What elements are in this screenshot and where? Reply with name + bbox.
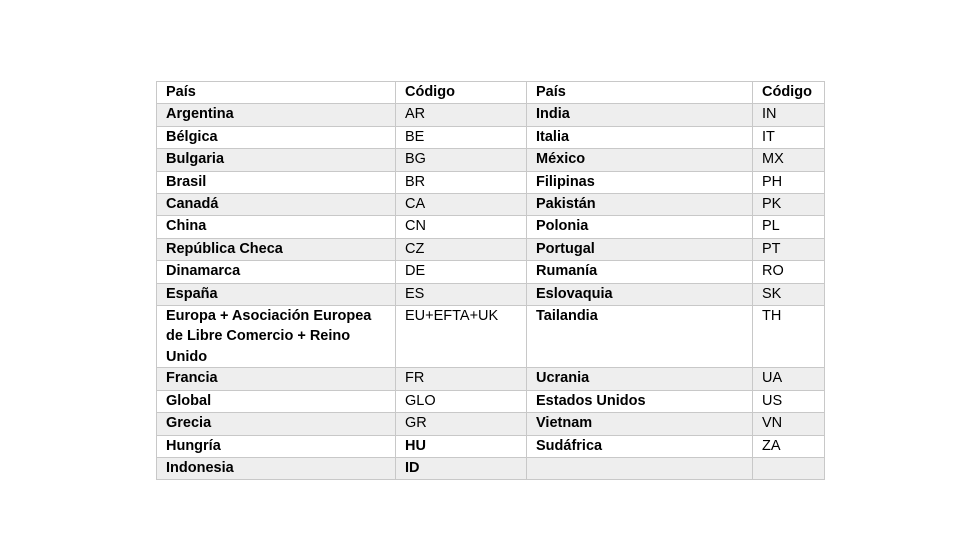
- country-code: PK: [753, 193, 825, 215]
- country-name: Argentina: [157, 104, 396, 126]
- country-name: Canadá: [157, 193, 396, 215]
- table-row: [157, 261, 825, 283]
- country-name: Portugal: [527, 238, 753, 260]
- country-name: México: [527, 149, 753, 171]
- country-name: India: [527, 104, 753, 126]
- country-name: Global: [157, 390, 396, 412]
- header-codigo-2: Código: [753, 82, 825, 104]
- country-code: MX: [753, 149, 825, 171]
- country-code: CZ: [396, 238, 527, 260]
- country-name: Indonesia: [157, 457, 396, 479]
- table-row: [157, 104, 825, 126]
- country-name: Brasil: [157, 171, 396, 193]
- country-code: BG: [396, 149, 527, 171]
- country-code-table: [156, 81, 825, 480]
- country-name: Francia: [157, 368, 396, 390]
- table-row: [157, 390, 825, 412]
- country-name: Bulgaria: [157, 149, 396, 171]
- country-code: CN: [396, 216, 527, 238]
- table-row: [157, 171, 825, 193]
- country-name: Estados Unidos: [527, 390, 753, 412]
- table-row: [157, 457, 825, 479]
- country-code: EU+EFTA+UK: [396, 305, 527, 368]
- country-code: [753, 457, 825, 479]
- country-name: República Checa: [157, 238, 396, 260]
- country-name: Filipinas: [527, 171, 753, 193]
- country-code: ID: [396, 457, 527, 479]
- country-name: Vietnam: [527, 413, 753, 435]
- header-pais-2: País: [527, 82, 753, 104]
- country-code: ZA: [753, 435, 825, 457]
- table-row: [157, 126, 825, 148]
- country-code: CA: [396, 193, 527, 215]
- country-name: Hungría: [157, 435, 396, 457]
- country-name: Rumanía: [527, 261, 753, 283]
- table-row: [157, 435, 825, 457]
- country-code: BR: [396, 171, 527, 193]
- country-name: Eslovaquia: [527, 283, 753, 305]
- country-code: VN: [753, 413, 825, 435]
- header-pais-1: País: [157, 82, 396, 104]
- country-code: IN: [753, 104, 825, 126]
- country-code: HU: [396, 435, 527, 457]
- country-code: RO: [753, 261, 825, 283]
- country-name: Grecia: [157, 413, 396, 435]
- country-code: SK: [753, 283, 825, 305]
- country-code: ES: [396, 283, 527, 305]
- table-row: [157, 413, 825, 435]
- country-code: BE: [396, 126, 527, 148]
- country-name: Tailandia: [527, 305, 753, 368]
- country-code: PH: [753, 171, 825, 193]
- country-code: GLO: [396, 390, 527, 412]
- country-name: Ucrania: [527, 368, 753, 390]
- country-name: China: [157, 216, 396, 238]
- table-header-row: [157, 82, 825, 104]
- country-code: IT: [753, 126, 825, 148]
- country-code: UA: [753, 368, 825, 390]
- header-codigo-1: Código: [396, 82, 527, 104]
- country-code: AR: [396, 104, 527, 126]
- country-name: Pakistán: [527, 193, 753, 215]
- country-code: DE: [396, 261, 527, 283]
- country-name: Europa + Asociación Europea de Libre Comercio + Reino Unido: [157, 305, 396, 368]
- table-row: [157, 193, 825, 215]
- country-name: Italia: [527, 126, 753, 148]
- country-code: PT: [753, 238, 825, 260]
- table-row: [157, 305, 825, 368]
- country-code: US: [753, 390, 825, 412]
- table-row: [157, 283, 825, 305]
- country-code: GR: [396, 413, 527, 435]
- country-name: Bélgica: [157, 126, 396, 148]
- table-row: [157, 216, 825, 238]
- country-code: PL: [753, 216, 825, 238]
- table-row: [157, 149, 825, 171]
- country-name: Polonia: [527, 216, 753, 238]
- table-row: [157, 238, 825, 260]
- country-code: TH: [753, 305, 825, 368]
- country-name: [527, 457, 753, 479]
- table-row: [157, 368, 825, 390]
- country-name: Sudáfrica: [527, 435, 753, 457]
- country-code: FR: [396, 368, 527, 390]
- country-name: España: [157, 283, 396, 305]
- country-name: Dinamarca: [157, 261, 396, 283]
